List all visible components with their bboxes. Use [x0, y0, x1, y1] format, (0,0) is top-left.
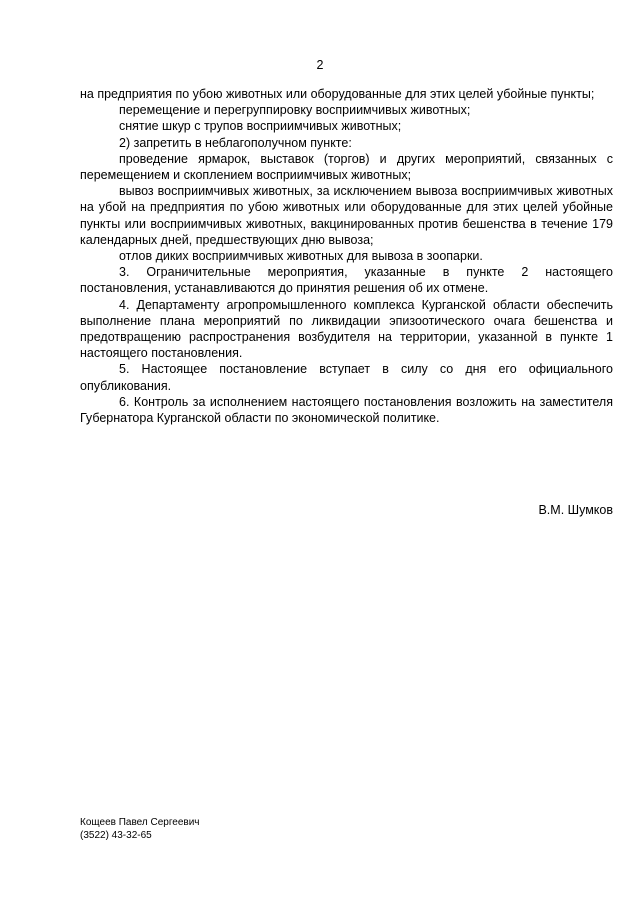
paragraph-item-3: 3. Ограничительные мероприятия, указанные в пункте 2 настоящего постановления, устанавливаются до принятия решения об их отмене. [80, 265, 613, 296]
signature-name: В.М. Шумков [538, 503, 613, 517]
document-body [80, 86, 613, 426]
executor-name: Кощеев Павел Сергеевич [80, 817, 200, 828]
paragraph-skins: снятие шкур с трупов восприимчивых животных; [119, 119, 402, 134]
executor-footer [80, 817, 200, 842]
paragraph-capture: отлов диких восприимчивых животных для вывоза в зоопарки. [119, 249, 483, 264]
paragraph-continuation: на предприятия по убою животных или оборудованные для этих целей убойные пункты; [80, 87, 595, 101]
paragraph-item-5: 5. Настоящее постановление вступает в силу со дня его официального опубликования. [80, 362, 613, 393]
paragraph-item-6: 6. Контроль за исполнением настоящего постановления возложить на заместителя Губернатора Курганской области по экономической политике. [80, 394, 613, 426]
paragraph-item-4: 4. Департаменту агропромышленного комплекса Курганской области обеспечить выполнение плана мероприятий по ликвидации эпизоотического очага бешенства и предотвращению распространения возбудителя на территории, указанной в пункте 1 настоящего постановления. [80, 297, 613, 361]
page-number: 2 [316, 58, 324, 72]
paragraph-export: вывоз восприимчивых животных, за исключением вывоза восприимчивых животных на убой на предприятия по убою животных или оборудованные для этих целей убойные пункты или восприимчивых животных, вакцинированных против бешенства в течение 179 календарных дней, предшествующих дню вывоза; [80, 184, 613, 247]
paragraph-movement: перемещение и перегруппировку восприимчивых животных; [119, 103, 471, 118]
paragraph-prohibit: 2) запретить в неблагополучном пункте: [119, 135, 352, 150]
paragraph-fairs: проведение ярмарок, выставок (торгов) и других мероприятий, связанных с перемещением и скоплением восприимчивых животных; [80, 151, 613, 183]
executor-phone: (3522) 43-32-65 [80, 829, 152, 841]
